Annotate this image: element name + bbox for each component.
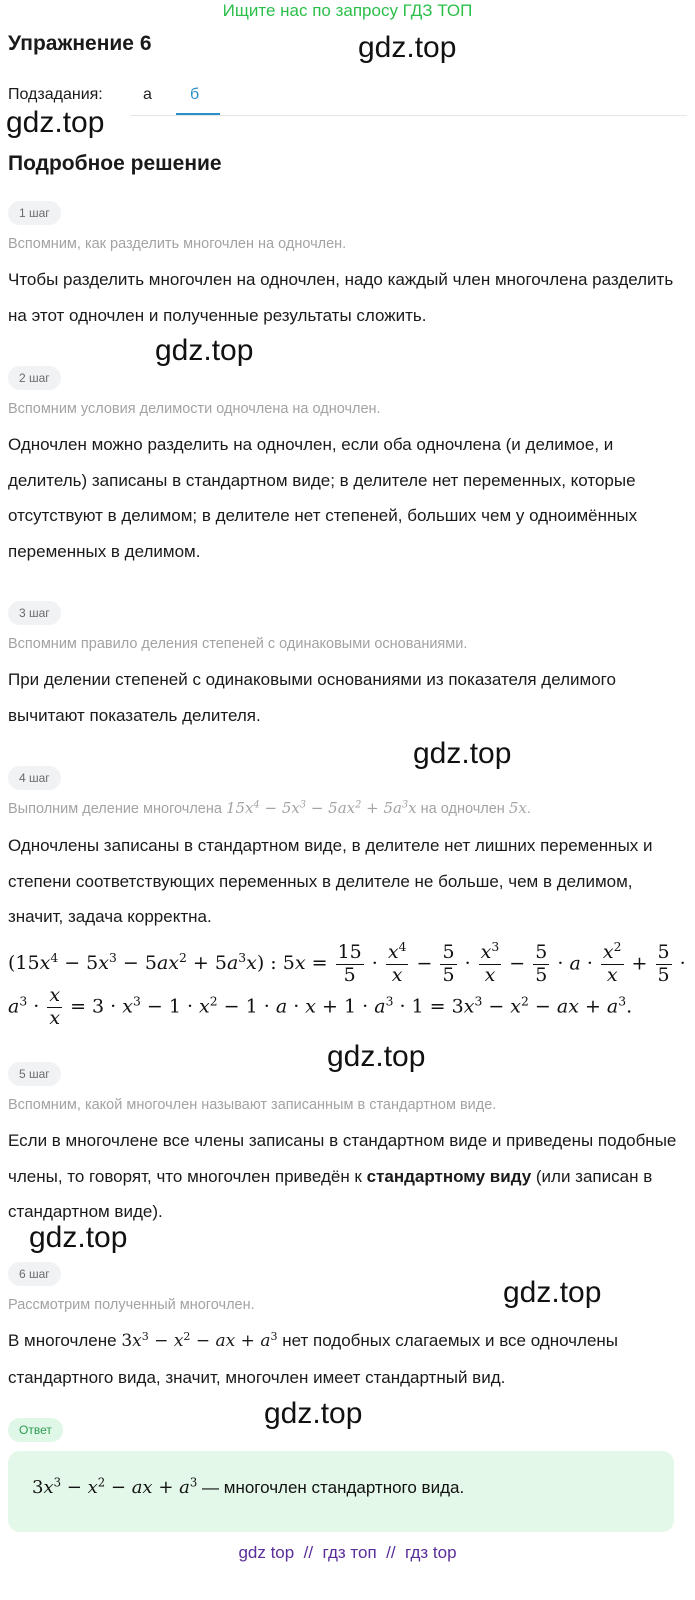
step-text: Одночлены записаны в стандартном виде, в делителе нет лишних переменных и степени соответствующих переменных в делителе не больше, чем в делимом, значит, задача корректна. <box>8 836 653 926</box>
top-banner[interactable]: Ищите нас по запросу ГДЗ ТОП <box>222 1 473 20</box>
watermark: gdz.top <box>358 31 457 64</box>
step-badge: 4 шаг <box>8 766 61 790</box>
watermark: gdz.top <box>6 106 105 139</box>
step-text: Чтобы разделить многочлен на одночлен, надо каждый член многочлена разделить на этот одночлен и полученные результаты сложить. <box>8 270 674 325</box>
footer-links[interactable]: gdz top // гдз топ // гдз top <box>238 1543 457 1562</box>
watermark: gdz.top <box>155 334 254 367</box>
polynomial-expression: $15x^4 - 5x^3 - 5ax^2 + 5a^3x$ <box>225 799 417 817</box>
watermark: gdz.top <box>29 1221 128 1254</box>
step-hint: Вспомним, какой многочлен называют записанным в стандартном виде. <box>8 1097 497 1113</box>
division-equation-line-2: $a^3$ · $\frac{x}{x}$ = $3 \cdot x^3 - 1 \cdot x^2 - 1 \cdot a \cdot x + 1 \cdot a^3 \cdot 1 = 3x^3 - x^2$ − ax + $a^3$. <box>8 984 633 1029</box>
step-hint: Вспомним правило деления степеней с одинаковыми основаниями. <box>8 636 468 652</box>
tabs-divider <box>130 115 687 116</box>
step-hint: Выполним деление многочлена $15x^4 - 5x^3 - 5ax^2 + 5a^3x$ на одночлен 5x. <box>8 799 531 817</box>
step-badge: 6 шаг <box>8 1262 61 1286</box>
step-badge: 5 шаг <box>8 1062 61 1086</box>
answer-text: $3x^3 - x^2$ − ax + $a^3$ — многочлен стандартного вида. <box>32 1475 465 1498</box>
answer-tag: Ответ <box>8 1418 63 1442</box>
monomial-expression: 5x <box>508 799 527 817</box>
step-text: Если в многочлене все члены записаны в стандартном виде и приведены подобные члены, то говорят, что многочлен приведён к стандартному виду (или записан в стандартном виде). <box>8 1131 677 1221</box>
active-tab-indicator <box>176 113 220 115</box>
step-hint: Вспомним, как разделить многочлен на одночлен. <box>8 236 347 252</box>
watermark: gdz.top <box>327 1040 426 1073</box>
step-text: Одночлен можно разделить на одночлен, если оба одночлена (и делимое, и делитель) записаны в стандартном виде; в делителе нет переменных, которые отсутствуют в делимом; в делителе нет степеней, больших чем у одноимённых переменных в делимом. <box>8 435 638 561</box>
step-hint: Вспомним условия делимости одночлена на одночлен. <box>8 401 381 417</box>
step-badge: 3 шаг <box>8 601 61 625</box>
watermark: gdz.top <box>413 737 512 770</box>
step-badge: 2 шаг <box>8 366 61 390</box>
bold-term: стандартному виду <box>366 1166 532 1186</box>
watermark: gdz.top <box>264 1397 363 1430</box>
tab-subtask-a[interactable]: а <box>143 86 152 103</box>
division-equation-line-1: $(15x^4 - 5x^3 - 5ax^2 + 5a^3x)$ : 5x = $\frac{15}{5}$ · $\frac{x^4}{x}$ − $\frac{5}{5}$ · $\frac{x^3}{x}$ − $\frac{5}{5}$ · a · $\frac{x^2}{x}$ + $\frac{5}{5}$ · <box>8 940 686 986</box>
step-hint: Рассмотрим полученный многочлен. <box>8 1297 255 1313</box>
step-text: В многочлене $3x^3 - x^2$ − ax + $a^3$ нет подобных слагаемых и все одночлены стандартного вида, значит, многочлен имеет стандартный вид. <box>8 1329 619 1387</box>
tab-subtask-b[interactable]: б <box>190 86 200 103</box>
subtasks-label: Подзадания: <box>8 86 103 103</box>
step-badge: 1 шаг <box>8 201 61 225</box>
step-text: При делении степеней с одинаковыми основаниями из показателя делимого вычитают показатель делителя. <box>8 670 616 725</box>
watermark: gdz.top <box>503 1276 602 1309</box>
section-title: Подробное решение <box>8 152 222 175</box>
exercise-title: Упражнение 6 <box>8 32 152 55</box>
